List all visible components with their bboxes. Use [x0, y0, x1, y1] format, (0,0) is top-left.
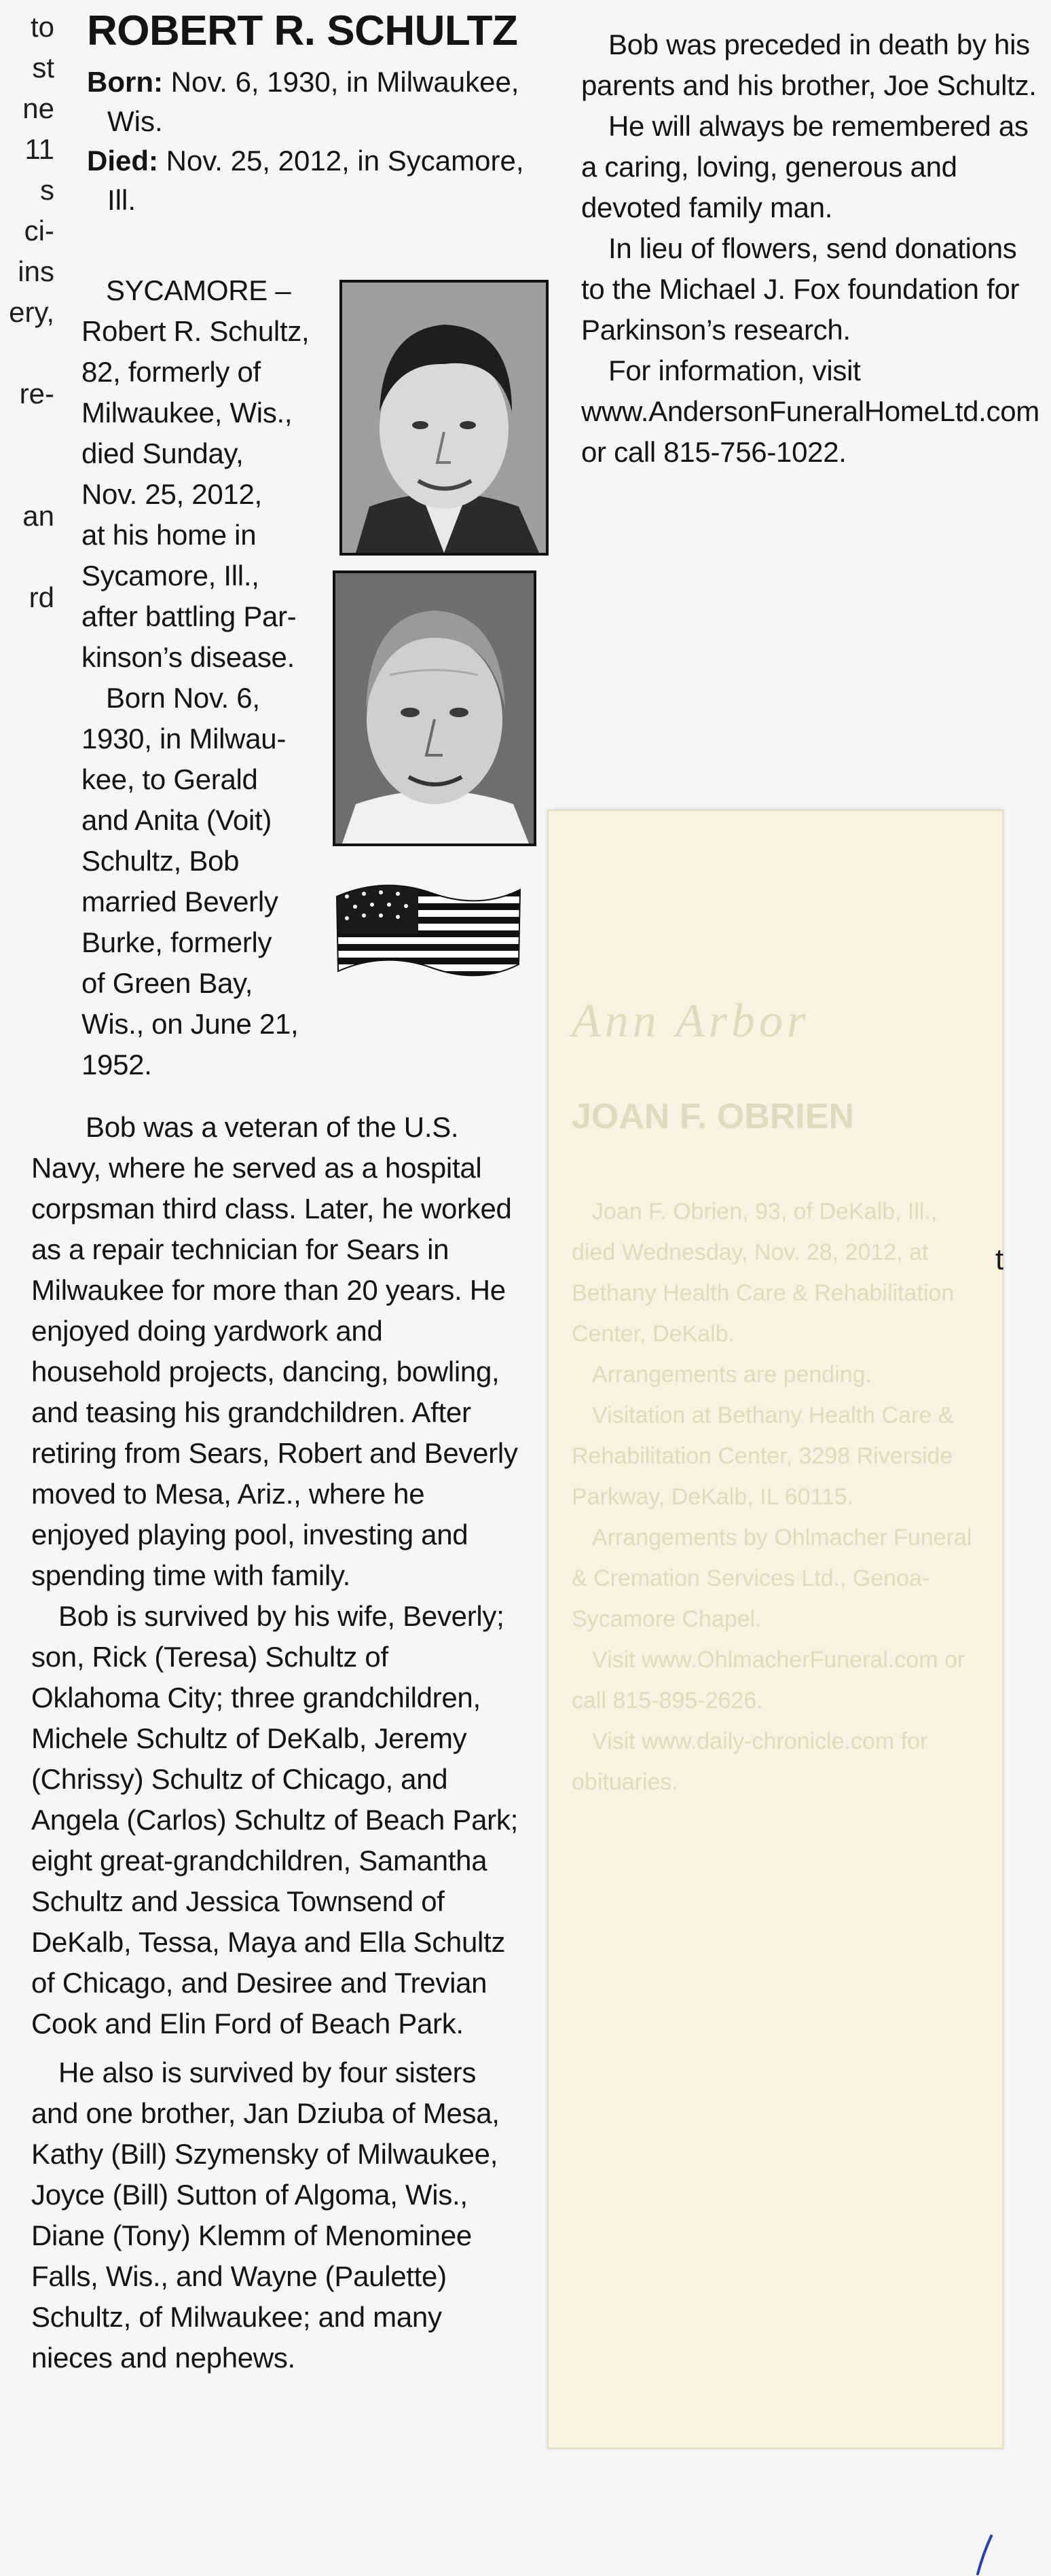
life-dates: [87, 62, 549, 220]
text-line: kee, to Gerald: [81, 763, 258, 795]
obituary-name: ROBERT R. SCHULTZ: [87, 7, 518, 54]
young-portrait-image: [342, 283, 546, 553]
fragment: ery,: [9, 296, 54, 328]
pen-mark-icon: [964, 2533, 1005, 2576]
clipping-paragraph: Visit www.daily-chronicle.com for obituaries.: [572, 1728, 928, 1795]
died-label: Died:: [87, 145, 158, 177]
dateline: SYCAMORE –: [106, 274, 291, 306]
text-line: of Green Bay,: [81, 967, 253, 999]
fragment: ins: [18, 255, 54, 287]
born-value: Nov. 6, 1930, in Milwaukee,: [162, 66, 519, 98]
fragment: [0, 414, 54, 455]
clipping-paragraph: Joan F. Obrien, 93, of DeKalb, Ill., died Wednesday, Nov. 28, 2012, at Bethany Health Care & Rehabilitation Center, DeKalb.: [572, 1199, 955, 1347]
clipping-paragraph: Arrangements are pending.: [592, 1362, 872, 1387]
text-line: married Beverly: [81, 886, 278, 918]
elder-portrait-image: [335, 573, 534, 843]
american-flag-icon: [330, 876, 527, 995]
died-line-2: Ill.: [107, 184, 136, 216]
paragraph-remembered: He will always be remembered as a caring, loving, generous and devoted family man.: [581, 110, 1029, 223]
fragment: rd: [29, 581, 54, 613]
stray-character: t: [995, 1243, 1004, 1276]
born-line-2: Wis.: [107, 105, 163, 137]
paragraph-siblings: He also is survived by four sisters and one brother, Jan Dziuba of Mesa, Kathy (Bill) Szymensky of Milwaukee, Joyce (Bill) Sutton of Algoma, Wis., Diane (Tony) Klemm of Menominee Falls, Wis., and Wayne (Paulette) Schultz, of Milwaukee; and many nieces and nephews.: [31, 2056, 500, 2374]
faded-clipping: [547, 810, 1003, 2449]
text-line: kinson’s disease.: [81, 641, 295, 673]
clipping-body: [572, 1191, 979, 1802]
right-column: [581, 24, 1043, 473]
fragment: [0, 455, 54, 496]
text-line: Nov. 25, 2012,: [81, 478, 262, 510]
text-line: at his home in: [81, 519, 257, 551]
paragraph-survived: Bob is survived by his wife, Beverly; son, Rick (Teresa) Schultz of Oklahoma City; three grandchildren, Michele Schultz of DeKalb, Jeremy (Chrissy) Schultz of Chicago, and Angela (Carlos) Schultz of Beach Park; eight great-grandchildren, Samantha Schultz and Jessica Townsend of DeKalb, Tessa, Maya and Ella Schultz of Chicago, and Desiree and Trevian Cook and Elin Ford of Beach Park.: [31, 1600, 518, 2039]
fragment: re-: [19, 378, 54, 410]
fragment: [0, 537, 54, 577]
text-line: Born Nov. 6,: [106, 682, 260, 714]
fragment: an: [22, 500, 54, 532]
left-column-fragments: [0, 7, 54, 618]
young-portrait-photo: [339, 280, 549, 556]
paragraph-flowers: In lieu of flowers, send donations to the Michael J. Fox foundation for Parkinson’s research.: [581, 232, 1020, 346]
clipping-paragraph: Visitation at Bethany Health Care & Rehabilitation Center, 3298 Riverside Parkway, DeKalb, IL 60115.: [572, 1402, 954, 1510]
clipping-paragraph: Arrangements by Ohlmacher Funeral & Cremation Services Ltd., Genoa-Sycamore Chapel.: [572, 1525, 972, 1632]
text-line: Burke, formerly: [81, 926, 272, 958]
text-line: and Anita (Voit): [81, 804, 272, 836]
fragment: s: [40, 174, 54, 206]
text-line: after battling Par-: [81, 600, 297, 632]
text-line: Schultz, Bob: [81, 845, 240, 877]
fragment: st: [32, 52, 54, 84]
text-line: died Sunday,: [81, 437, 244, 469]
clipping-name: JOAN F. OBRIEN: [572, 1097, 855, 1136]
died-line: [87, 141, 549, 181]
clipping-header: Ann Arbor: [572, 995, 810, 1047]
narrow-column: [81, 270, 339, 1085]
text-line: Wis., on June 21,: [81, 1008, 299, 1040]
obituary-body: [31, 1107, 520, 2378]
fragment: ne: [22, 92, 54, 124]
died-value: Nov. 25, 2012, in Sycamore,: [158, 145, 524, 177]
text-line: 1930, in Milwau-: [81, 723, 287, 755]
text-line: Sycamore, Ill.,: [81, 560, 259, 592]
fragment: 11: [24, 133, 54, 165]
text-line: Robert R. Schultz,: [81, 315, 310, 347]
text-line: 82, formerly of: [81, 356, 261, 388]
elder-portrait-photo: [333, 570, 536, 846]
paragraph-veteran: Bob was a veteran of the U.S. Navy, where he served as a hospital corpsman third class. Later, he worked as a repair technician for Sears in Milwaukee for more than 20 years. He enjoyed doing yardwork and household projects, dancing, bowling, and teasing his grandchildren. After retiring from Sears, Robert and Beverly moved to Mesa, Ariz., where he enjoyed playing pool, investing and spending time with family.: [31, 1111, 518, 1591]
clipping-paragraph: Visit www.OhlmacherFuneral.com or call 815-895-2626.: [572, 1647, 965, 1713]
fragment: ci-: [24, 215, 54, 247]
text-line: Milwaukee, Wis.,: [81, 397, 293, 429]
fragment: to: [30, 11, 54, 43]
born-line: [87, 62, 549, 102]
paragraph-info: For information, visit www.AndersonFuneralHomeLtd.com or call 815-756-1022.: [581, 355, 1039, 468]
born-label: Born:: [87, 66, 163, 98]
text-line: 1952.: [81, 1049, 152, 1081]
fragment: [0, 333, 54, 374]
paragraph-preceded: Bob was preceded in death by his parents and his brother, Joe Schultz.: [581, 29, 1037, 101]
